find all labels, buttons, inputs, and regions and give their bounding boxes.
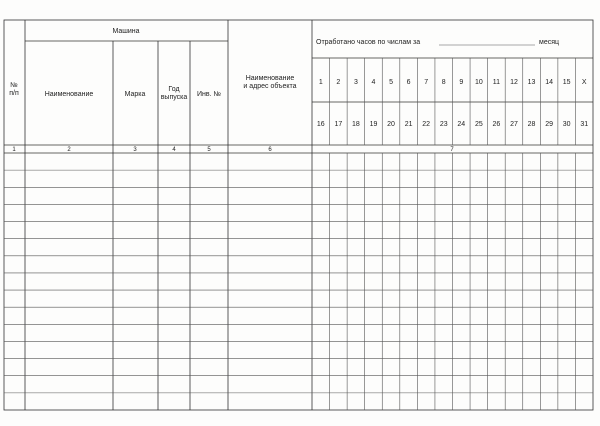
day-number-cell: 7	[424, 79, 429, 86]
day-number-cell: 14	[545, 79, 553, 86]
column-numbers-row	[12, 147, 454, 153]
table-row[interactable]	[4, 187, 593, 204]
table-row[interactable]	[4, 256, 593, 273]
day-number-cell: 5	[389, 79, 393, 86]
col-inv-label: Инв. №	[196, 91, 222, 98]
col-name-label: Наименование	[44, 91, 94, 98]
day-number-cell: 26	[492, 121, 501, 128]
day-number-cell: 17	[334, 121, 343, 128]
col-num-label-1: №	[10, 82, 18, 89]
day-number-cell: 13	[527, 79, 536, 86]
days-grid	[317, 58, 588, 145]
day-number-cell: 18	[352, 121, 360, 128]
column-number: 7	[450, 147, 454, 153]
day-number-cell: 31	[580, 121, 589, 128]
table-row[interactable]	[4, 239, 593, 256]
table-body	[4, 153, 593, 410]
day-number-cell: 10	[474, 79, 483, 86]
column-number: 2	[67, 147, 71, 153]
col-object-label-1: Наименование	[245, 75, 295, 82]
day-number-cell: 19	[369, 121, 378, 128]
day-number-cell: 9	[459, 79, 464, 86]
col-year-label-2: выпуска	[160, 94, 188, 101]
month-label: месяц	[539, 39, 560, 46]
table-row[interactable]	[4, 204, 593, 221]
day-number-cell: 28	[527, 121, 536, 128]
table-row[interactable]	[4, 222, 593, 239]
day-number-cell: 30	[562, 121, 571, 128]
day-number-cell: 24	[457, 121, 466, 128]
column-number: 5	[207, 147, 211, 153]
day-number-cell: 11	[492, 79, 501, 86]
table-row[interactable]	[4, 341, 593, 358]
table-row[interactable]	[4, 324, 593, 341]
day-number-cell: 16	[316, 121, 325, 128]
day-number-cell: 2	[336, 79, 341, 86]
table-row[interactable]	[4, 153, 593, 170]
day-number-cell: 27	[510, 121, 518, 128]
column-number: 4	[172, 147, 176, 153]
col-brand-label: Марка	[124, 91, 146, 98]
day-number-cell: 6	[406, 79, 411, 86]
day-number-cell: 23	[439, 121, 448, 128]
day-number-cell: 22	[422, 121, 431, 128]
column-number: 3	[133, 147, 137, 153]
machine-group-label: Машина	[112, 28, 140, 35]
table-row[interactable]	[4, 376, 593, 393]
day-number-cell: 4	[371, 79, 376, 86]
table-row[interactable]	[4, 307, 593, 324]
worked-hours-label: Отработано часов по числам за	[316, 39, 421, 46]
table-row[interactable]	[4, 359, 593, 376]
col-year-label-1: Год	[168, 86, 180, 93]
day-number-cell: 12	[510, 79, 518, 86]
day-number-cell: 1	[318, 79, 323, 86]
day-number-cell: 3	[353, 79, 358, 86]
table-row[interactable]	[4, 170, 593, 187]
day-number-cell: 29	[545, 121, 553, 128]
table-row[interactable]	[4, 393, 593, 410]
col-object-label-2: и адрес объекта	[243, 83, 297, 90]
day-number-cell: 15	[562, 79, 571, 86]
table-row[interactable]	[4, 273, 593, 290]
column-number: 1	[12, 147, 16, 153]
table-row[interactable]	[4, 290, 593, 307]
day-number-cell: X	[581, 79, 587, 86]
column-number: 6	[268, 147, 272, 153]
day-number-cell: 21	[404, 121, 413, 128]
col-num-label-2: п/п	[9, 90, 19, 97]
day-number-cell: 20	[387, 121, 395, 128]
day-number-cell: 8	[441, 79, 446, 86]
day-number-cell: 25	[474, 121, 483, 128]
